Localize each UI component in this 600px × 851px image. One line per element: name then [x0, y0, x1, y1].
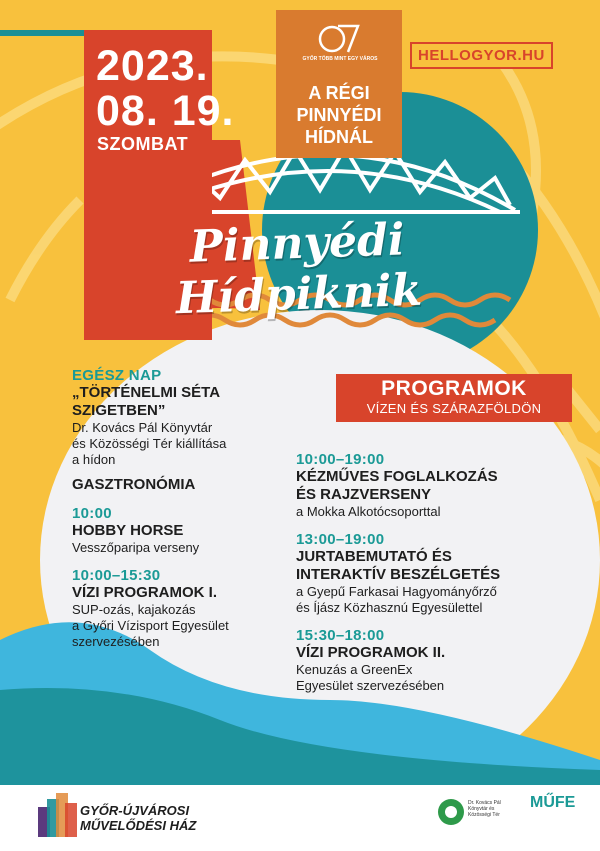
- city-logo-text: GYŐR TÖBB MINT EGY VÁROS: [302, 56, 378, 62]
- venue-line-1: A RÉGI: [308, 83, 370, 103]
- left-stripe: [0, 30, 84, 36]
- walk-desc-1: Dr. Kovács Pál Könyvtár: [72, 420, 213, 435]
- water1-desc-2: a Győri Vízisport Egyesület: [72, 618, 229, 633]
- yurt-desc-2: és Íjász Közhasznú Egyesülettel: [296, 600, 483, 615]
- water2-title: VÍZI PROGRAMOK II.: [296, 644, 446, 661]
- water1-desc-1: SUP-ozás, kajakozás: [72, 602, 196, 617]
- event-title: Pinnyédi Hídpiknik: [174, 214, 423, 325]
- all-day-label: EGÉSZ NAP: [72, 367, 162, 384]
- craft-title-1: KÉZMŰVES FOGLALKOZÁS: [296, 468, 498, 485]
- craft-desc: a Mokka Alkotócsoporttal: [296, 504, 441, 519]
- city-logo-icon: [318, 22, 362, 56]
- program-list-left: [72, 368, 292, 650]
- programs-subtitle: VÍZEN ÉS SZÁRAZFÖLDÖN: [366, 401, 542, 416]
- water2-desc-2: Egyesület szervezésében: [296, 678, 445, 693]
- walk-desc-3: a hídon: [72, 452, 116, 467]
- walk-title-2: SZIGETBEN”: [72, 402, 166, 419]
- org-line-2: MŰVELŐDÉSI HÁZ: [80, 818, 197, 833]
- water1-title: VÍZI PROGRAMOK I.: [72, 584, 218, 601]
- yurt-time: 13:00–19:00: [296, 531, 385, 548]
- venue: [280, 82, 398, 148]
- library-line-1: Dr. Kovács Pál: [468, 800, 501, 806]
- water1-time: 10:00–15:30: [72, 567, 161, 584]
- library-line-2: Könyvtár és: [468, 806, 495, 812]
- cultural-house-logo-icon: [38, 793, 78, 837]
- event-date: [96, 44, 235, 134]
- mufe-logo: MŰFE: [530, 794, 576, 811]
- yurt-desc-1: a Gyepű Farkasai Hagyományőrző: [296, 584, 497, 599]
- hobby-title: HOBBY HORSE: [72, 522, 184, 539]
- venue-line-2: PINNYÉDI: [296, 105, 382, 125]
- library-line-3: Közösségi Tér: [468, 812, 500, 818]
- water2-time: 15:30–18:00: [296, 627, 385, 644]
- programs-title: PROGRAMOK: [381, 377, 527, 400]
- water2-desc-1: Kenuzás a GreenEx: [296, 662, 413, 677]
- water1-desc-3: szervezésében: [72, 634, 160, 649]
- hobby-time: 10:00: [72, 505, 112, 522]
- date-line-1: 2023.: [96, 42, 209, 90]
- yurt-title-2: INTERAKTÍV BESZÉLGETÉS: [296, 566, 501, 583]
- website-link[interactable]: HELLOGYOR.HU: [410, 42, 553, 69]
- footer: [0, 785, 600, 851]
- craft-title-2: ÉS RAJZVERSENY: [296, 486, 432, 503]
- craft-time: 10:00–19:00: [296, 451, 385, 468]
- walk-desc-2: és Közösségi Tér kiállítása: [72, 436, 227, 451]
- program-list-right: [296, 452, 561, 694]
- cultural-house-name: [80, 803, 196, 833]
- gastro-title: GASZTRONÓMIA: [72, 476, 196, 493]
- date-line-2: 08. 19.: [96, 87, 235, 135]
- walk-title-1: „TÖRTÉNELMI SÉTA: [72, 384, 221, 401]
- venue-line-3: HÍDNÁL: [305, 127, 373, 147]
- library-logo-icon: [436, 797, 466, 827]
- org-line-1: GYŐR-ÚJVÁROSI: [80, 803, 190, 818]
- library-name: [468, 800, 508, 818]
- yurt-title-1: JURTABEMUTATÓ ÉS: [296, 548, 452, 565]
- weekday: SZOMBAT: [97, 134, 189, 154]
- programs-banner: [336, 374, 572, 422]
- hobby-desc: Vesszőparipa verseny: [72, 540, 200, 555]
